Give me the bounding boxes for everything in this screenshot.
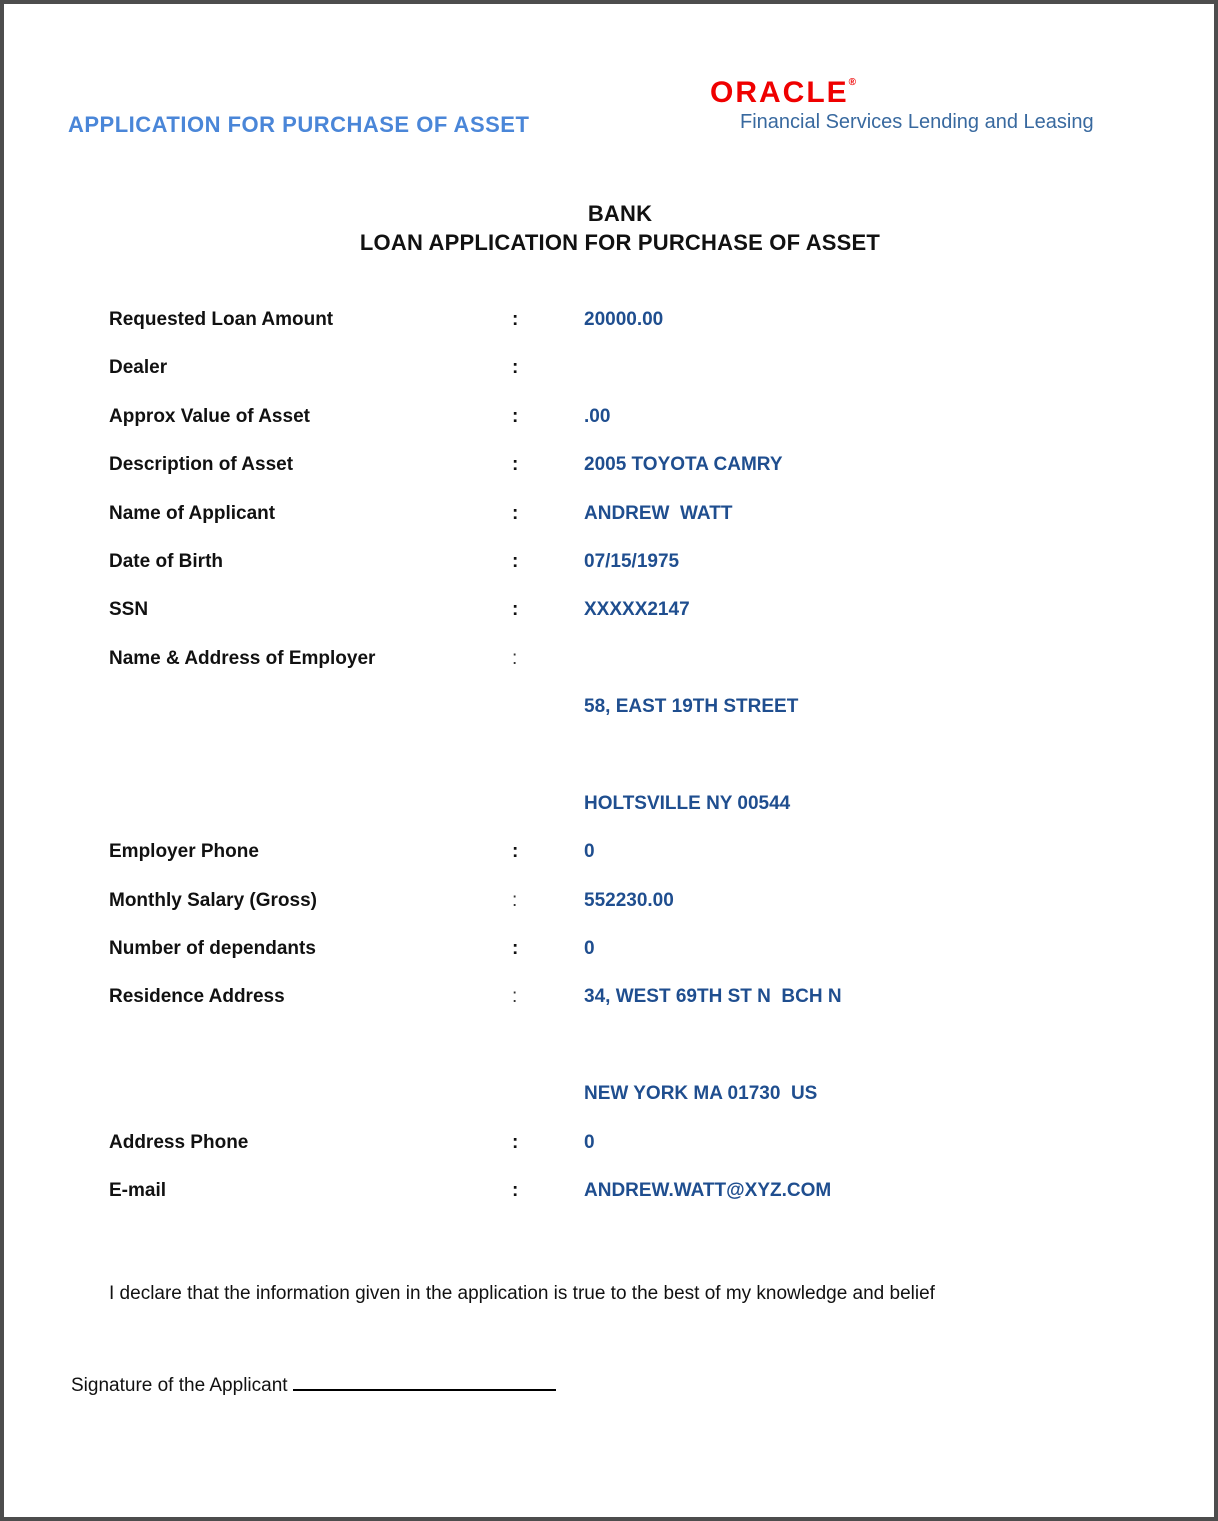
field-value: 34, WEST 69TH ST N BCH N <box>584 986 842 1008</box>
field-label: Dealer <box>109 357 168 379</box>
document-title <box>15 199 1218 257</box>
field-separator: : <box>512 550 519 572</box>
field-value: XXXXX2147 <box>584 599 690 621</box>
field-label: SSN <box>109 599 149 621</box>
oracle-brand-wordmark: ORACLE <box>710 76 849 109</box>
field-label: Employer Phone <box>109 841 259 863</box>
field-label: Number of dependants <box>109 938 316 960</box>
oracle-logo-tagline: Financial Services Lending and Leasing <box>740 111 1094 133</box>
field-separator: : <box>512 647 518 669</box>
signature-line <box>293 1372 556 1391</box>
field-label: Address Phone <box>109 1131 249 1153</box>
field-separator: : <box>512 889 518 911</box>
field-separator: : <box>512 1180 519 1202</box>
field-value: 2005 TOYOTA CAMRY <box>584 454 783 476</box>
field-value: NEW YORK MA 01730 US <box>584 1083 818 1105</box>
document-title-line1: BANK <box>587 201 653 226</box>
field-row-employer-street <box>109 695 1129 743</box>
field-separator: : <box>512 357 519 379</box>
field-separator: : <box>512 405 519 427</box>
declaration-text: I declare that the information given in the application is true to the best of my knowledge and belief <box>109 1283 935 1304</box>
signature-section <box>71 1372 556 1397</box>
field-row-employer-phone <box>109 840 1129 888</box>
field-row-residence-address <box>109 985 1129 1033</box>
field-value: 58, EAST 19TH STREET <box>584 696 799 718</box>
document-title-line2: LOAN APPLICATION FOR PURCHASE OF ASSET <box>359 230 881 255</box>
field-row-employer-name-address <box>109 647 1129 695</box>
field-row-date-of-birth <box>109 550 1129 598</box>
field-value: .00 <box>584 405 611 427</box>
field-value: ANDREW WATT <box>584 502 733 524</box>
field-row-name-of-applicant <box>109 502 1129 550</box>
field-separator: : <box>512 502 519 524</box>
spacer-row <box>109 744 1129 792</box>
field-row-monthly-salary <box>109 889 1129 937</box>
field-row-description-of-asset <box>109 453 1129 501</box>
field-value: 20000.00 <box>584 309 664 330</box>
field-separator: : <box>512 1131 519 1153</box>
field-label: Description of Asset <box>109 454 294 476</box>
field-label: Name of Applicant <box>109 502 276 524</box>
field-label: Name & Address of Employer <box>109 647 376 669</box>
field-row-requested-loan-amount <box>109 308 1129 356</box>
registered-trademark-icon: ® <box>848 77 857 88</box>
field-separator: : <box>512 309 519 330</box>
field-value: HOLTSVILLE NY 00544 <box>584 792 791 814</box>
field-value: ANDREW.WATT@XYZ.COM <box>584 1180 832 1202</box>
spacer-row <box>109 1034 1129 1082</box>
field-label: Date of Birth <box>109 550 223 572</box>
field-value: 0 <box>584 841 595 863</box>
field-separator: : <box>512 599 519 621</box>
form-fields <box>109 308 1129 1227</box>
field-value: 07/15/1975 <box>584 550 680 572</box>
field-label: Requested Loan Amount <box>109 309 334 330</box>
field-row-address-phone <box>109 1131 1129 1179</box>
signature-label: Signature of the Applicant <box>71 1375 288 1396</box>
field-row-approx-value-of-asset <box>109 405 1129 453</box>
field-row-dealer <box>109 356 1129 404</box>
oracle-logo <box>710 78 1094 132</box>
field-separator: : <box>512 841 519 863</box>
app-title: APPLICATION FOR PURCHASE OF ASSET <box>68 112 530 137</box>
field-label: E-mail <box>109 1180 167 1202</box>
field-label: Monthly Salary (Gross) <box>109 889 317 911</box>
field-value: 0 <box>584 938 595 960</box>
field-row-ssn <box>109 598 1129 646</box>
field-value: 0 <box>584 1131 595 1153</box>
field-value: 552230.00 <box>584 889 674 911</box>
field-label: Approx Value of Asset <box>109 405 310 427</box>
field-separator: : <box>512 454 519 476</box>
field-separator: : <box>512 938 519 960</box>
field-row-employer-city <box>109 792 1129 840</box>
field-row-residence-city <box>109 1082 1129 1130</box>
field-row-email <box>109 1179 1129 1227</box>
field-label: Residence Address <box>109 986 285 1008</box>
field-separator: : <box>512 986 518 1008</box>
field-row-number-of-dependants <box>109 937 1129 985</box>
